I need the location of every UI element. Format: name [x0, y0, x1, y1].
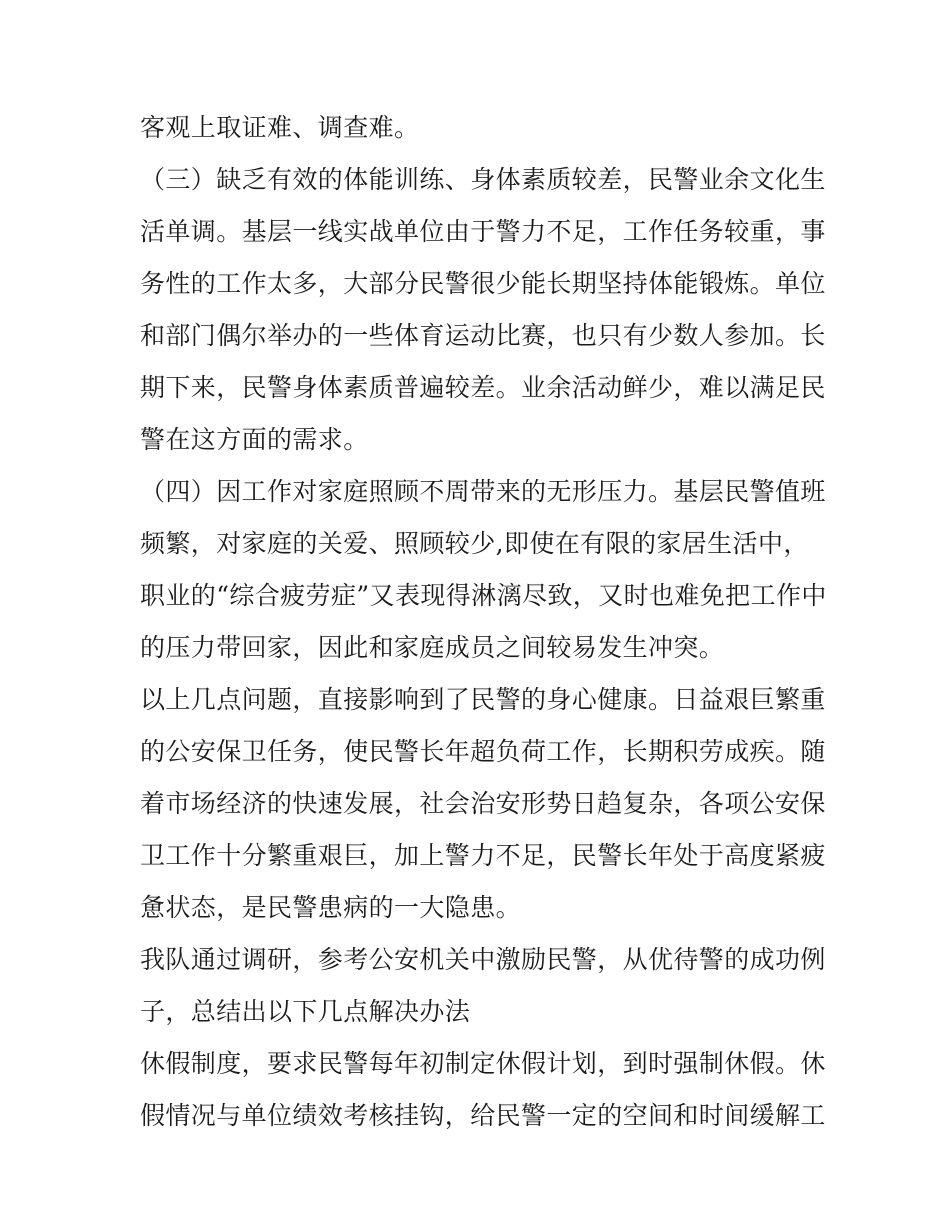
text-line: 的公安保卫任务，使民警长年超负荷工作，长期积劳成疾。随: [140, 737, 826, 766]
text-line: 惫状态，是民警患病的一大隐患。: [140, 893, 522, 922]
text-line: 我队通过调研，参考公安机关中激励民警，从优待警的成功例: [140, 945, 826, 974]
text-line: 着市场经济的快速发展，社会治安形势日趋复杂，各项公安保: [140, 789, 826, 818]
text-line: 活单调。基层一线实战单位由于警力不足，工作任务较重，事: [140, 217, 826, 246]
text-line: 和部门偶尔举办的一些体育运动比赛，也只有少数人参加。长: [140, 321, 826, 350]
text-line: （三）缺乏有效的体能训练、身体素质较差，民警业余文化生: [140, 165, 826, 194]
text-line: 假情况与单位绩效考核挂钩，给民警一定的空间和时间缓解工: [140, 1101, 826, 1130]
text-line: 期下来，民警身体素质普遍较差。业余活动鲜少，难以满足民: [140, 373, 826, 402]
text-line: 以上几点问题，直接影响到了民警的身心健康。日益艰巨繁重: [140, 685, 826, 714]
text-line: 频繁，对家庭的关爱、照顾较少,即使在有限的家居生活中，: [140, 529, 809, 558]
text-line: 职业的“综合疲劳症”又表现得淋漓尽致，又时也难免把工作中: [140, 581, 827, 610]
text-line: （四）因工作对家庭照顾不周带来的无形压力。基层民警值班: [140, 477, 826, 506]
text-line: 的压力带回家，因此和家庭成员之间较易发生冲突。: [140, 633, 725, 662]
text-line: 务性的工作太多，大部分民警很少能长期坚持体能锻炼。单位: [140, 269, 826, 298]
text-line: 子，总结出以下几点解决办法: [140, 997, 471, 1026]
text-line: 卫工作十分繁重艰巨，加上警力不足，民警长年处于高度紧疲: [140, 841, 826, 870]
text-line: 客观上取证难、调查难。: [140, 113, 420, 142]
text-line: 警在这方面的需求。: [140, 425, 369, 454]
text-line: 休假制度，要求民警每年初制定休假计划，到时强制休假。休: [140, 1049, 826, 1078]
